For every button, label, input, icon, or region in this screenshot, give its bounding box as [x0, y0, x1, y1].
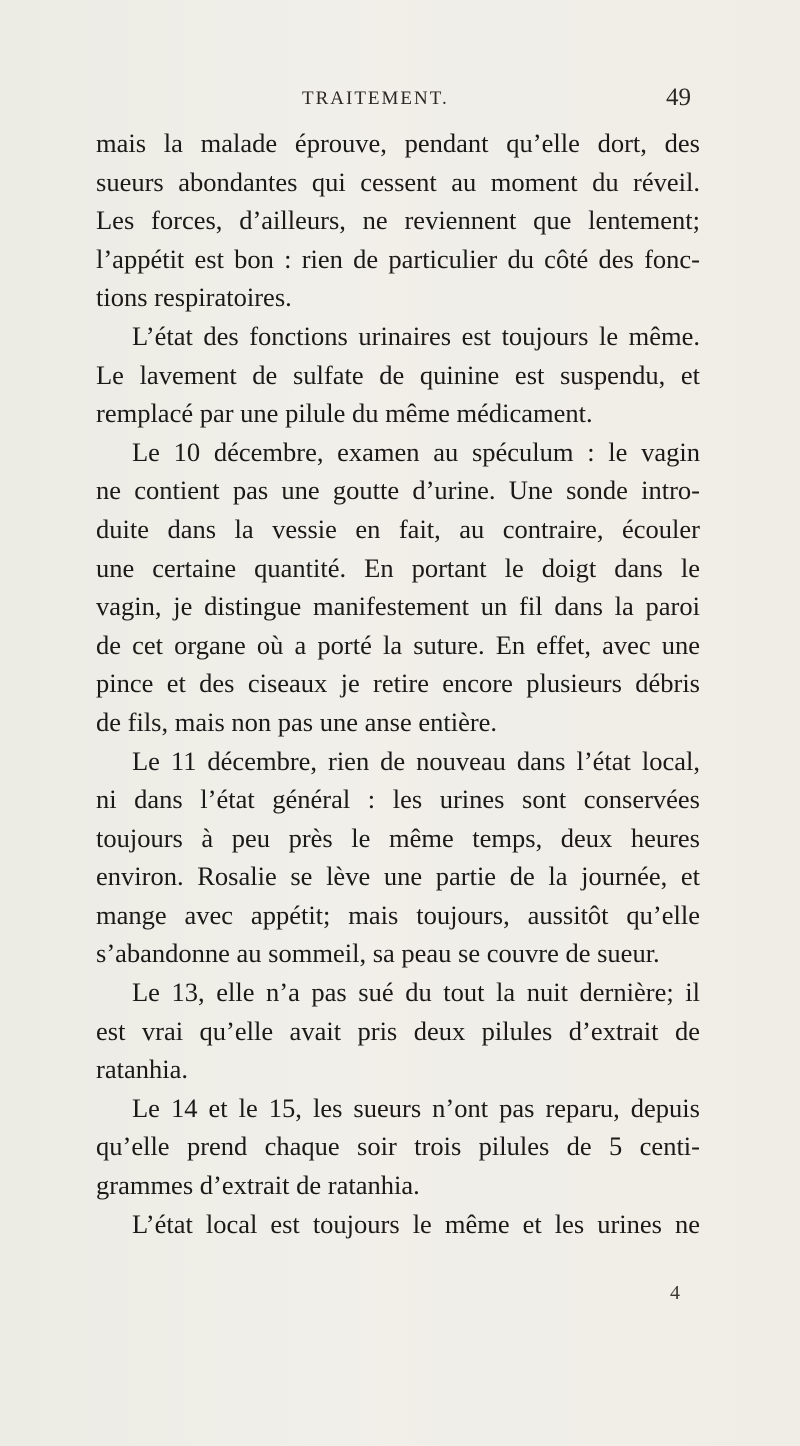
text-line: mais la malade éprouve, pendant qu’elle dort, des — [96, 128, 700, 158]
text-line: duite dans la vessie en fait, au contraire, écouler — [96, 513, 700, 544]
text-line: Les forces, d’ailleurs, ne reviennent que lentement; — [96, 205, 700, 236]
text-line: une certaine quantité. En portant le doigt dans le — [96, 552, 700, 583]
text-line: vagin, je distingue manifestement un fil dans la paroi — [96, 591, 700, 622]
text-line: ne contient pas une goutte d’urine. Une sonde intro- — [96, 475, 700, 506]
text-line: l’appétit est bon : rien de particulier du côté des fonc- — [96, 243, 700, 274]
text-line: Le 13, elle n’a pas sué du tout la nuit dernière; il — [132, 977, 700, 1008]
text-line: de fils, mais non pas une anse entière. — [96, 706, 498, 737]
text-line: Le 14 et le 15, les sueurs n’ont pas reparu, depuis — [132, 1092, 700, 1123]
text-line: toujours à peu près le même temps, deux heures — [96, 822, 700, 853]
text-line: grammes d’extrait de ratanhia. — [96, 1170, 420, 1201]
text-line: ratanhia. — [96, 1054, 188, 1085]
text-line: ni dans l’état général : les urines sont conservées — [96, 784, 700, 815]
text-line: L’état local est toujours le même et les urines ne — [132, 1208, 700, 1239]
text-line: Le lavement de sulfate de quinine est suspendu, et — [96, 359, 700, 390]
page-header — [0, 84, 800, 118]
text-line: sueurs abondantes qui cessent au moment du réveil. — [96, 166, 700, 197]
page-number: 49 — [666, 84, 691, 111]
text-line: qu’elle prend chaque soir trois pilules de 5 centi- — [96, 1131, 700, 1162]
body-text — [96, 124, 700, 1243]
running-head: TRAITEMENT. — [302, 88, 449, 109]
text-line: tions respiratoires. — [96, 282, 292, 313]
text-line: de cet organe où a porté la suture. En effet, avec une — [96, 629, 700, 660]
text-line: est vrai qu’elle avait pris deux pilules d’extrait de — [96, 1015, 700, 1046]
text-line: pince et des ciseaux je retire encore plusieurs débris — [96, 668, 700, 699]
text-line: L’état des fonctions urinaires est toujours le même. — [132, 320, 700, 351]
text-line: s’abandonne au sommeil, sa peau se couvre de sueur. — [96, 938, 660, 969]
text-line: Le 11 décembre, rien de nouveau dans l’état local, — [132, 745, 700, 776]
text-line: Le 10 décembre, examen au spéculum : le vagin — [132, 436, 700, 467]
text-line: environ. Rosalie se lève une partie de la journée, et — [96, 861, 700, 892]
text-line: remplacé par une pilule du même médicament. — [96, 398, 593, 429]
text-line: mange avec appétit; mais toujours, aussitôt qu’elle — [96, 899, 700, 930]
signature-mark: 4 — [670, 1282, 680, 1304]
